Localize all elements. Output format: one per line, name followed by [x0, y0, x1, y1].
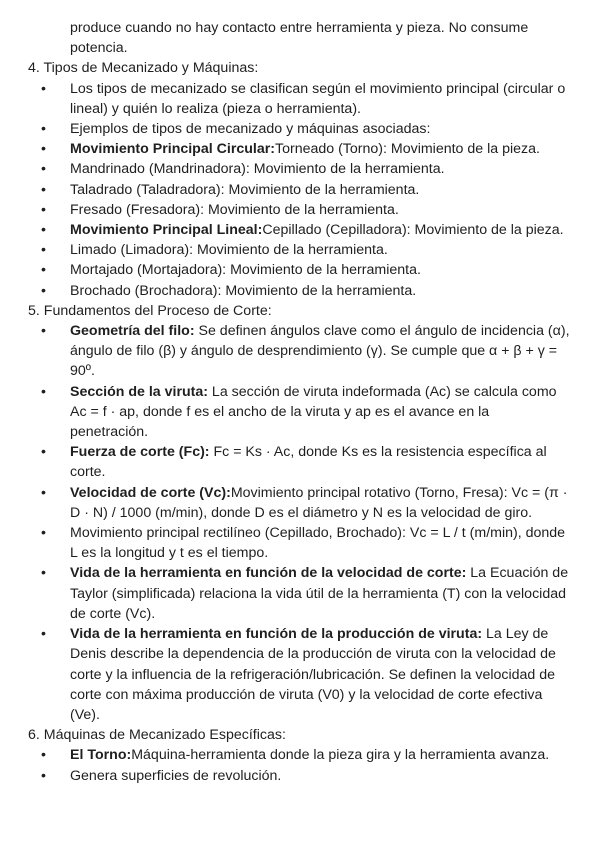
item-text: Taladrado (Taladradora): Movimiento de la herramienta. [70, 181, 420, 198]
list-item [0, 745, 600, 765]
item-text: Los tipos de mecanizado se clasifican según el movimiento principal (circular o lineal) y quién lo realiza (pieza o herramienta). [70, 80, 566, 117]
item-text: Máquina-herramienta donde la pieza gira y la herramienta avanza. [131, 747, 550, 764]
item-bold-label: Vida de la herramienta en función de la velocidad de corte: [70, 565, 467, 582]
sections-container [0, 58, 600, 785]
item-text: Se definen ángulos clave como el ángulo de incidencia (α), ángulo de filo (β) y ángulo de desprendimiento (γ). Se cumple que α + β + γ = 90º. [70, 323, 570, 380]
item-text: Movimiento principal rotativo (Torno, Fresa): Vc = (π · D · N) / 1000 (m/min), donde D es el diámetro y N es la velocidad de giro. [70, 484, 568, 521]
section-heading: 6. Máquinas de Mecanizado Específicas: [28, 727, 286, 744]
item-bold-label: Movimiento Principal Circular: [70, 141, 275, 158]
item-text: Fc = Ks · Ac, donde Ks es la resistencia específica al corte. [70, 444, 547, 481]
item-text: Ejemplos de tipos de mecanizado y máquinas asociadas: [70, 121, 431, 138]
list-item [0, 139, 600, 159]
item-text: Genera superficies de revolución. [70, 767, 282, 784]
item-text: Movimiento principal rectilíneo (Cepillado, Brochado): Vc = L / t (m/min), donde L es la longitud y t es el tiempo. [70, 525, 566, 562]
item-text: Mandrinado (Mandrinadora): Movimiento de la herramienta. [70, 161, 445, 178]
list-item [0, 442, 600, 482]
list-item [0, 159, 600, 179]
item-bold-label: Geometría del filo: [70, 323, 195, 340]
list-item [0, 79, 600, 119]
section-heading: 4. Tipos de Mecanizado y Máquinas: [28, 60, 259, 77]
list-item [0, 321, 600, 382]
continued-text: produce cuando no hay contacto entre herramienta y pieza. No consume potencia. [70, 20, 529, 57]
item-text: Limado (Limadora): Movimiento de la herramienta. [70, 242, 388, 259]
item-bold-label: Velocidad de corte (Vc): [70, 484, 231, 501]
item-text: La sección de viruta indeformada (Ac) se calcula como Ac = f · ap, donde f es el ancho de la viruta y ap es el avance en la penetración. [70, 383, 557, 441]
list-item [0, 119, 600, 139]
item-text: Cepillado (Cepilladora): Movimiento de la pieza. [262, 222, 564, 239]
item-text: Torneado (Torno): Movimiento de la pieza. [274, 141, 540, 158]
list-item [0, 382, 600, 443]
item-bold-label: Sección de la viruta: [70, 383, 208, 400]
list-item [0, 563, 600, 624]
item-bold-label: Movimiento Principal Lineal: [70, 222, 263, 239]
item-bold-label: Fuerza de corte (Fc): [70, 444, 210, 461]
list-item [0, 281, 600, 301]
list-item [0, 240, 600, 260]
list-item [0, 483, 600, 523]
list-item [0, 220, 600, 240]
item-bold-label: El Torno: [70, 747, 132, 764]
item-text: Fresado (Fresadora): Movimiento de la herramienta. [70, 201, 399, 218]
list-item [0, 260, 600, 280]
item-bold-label: Vida de la herramienta en función de la producción de viruta: [70, 626, 483, 643]
list-item [0, 766, 600, 786]
item-text: Brochado (Brochadora): Movimiento de la herramienta. [70, 282, 417, 299]
item-text: La Ley de Denis describe la dependencia de la producción de viruta con la velocidad de corte y la influencia de la refrigeración/lubricación. Se definen la velocidad de corte con máxima producción de viruta (V0) y la velocidad de corte efectiva (Ve). [70, 626, 556, 723]
item-text: La Ecuación de Taylor (simplificada) relaciona la vida útil de la herramienta (T) con la velocidad de corte (Vc). [70, 565, 569, 622]
list-item [0, 200, 600, 220]
list-item [0, 523, 600, 563]
list-item [0, 624, 600, 725]
list-item [0, 180, 600, 200]
item-text: Mortajado (Mortajadora): Movimiento de la herramienta. [70, 262, 421, 279]
section-heading: 5. Fundamentos del Proceso de Corte: [28, 302, 272, 319]
